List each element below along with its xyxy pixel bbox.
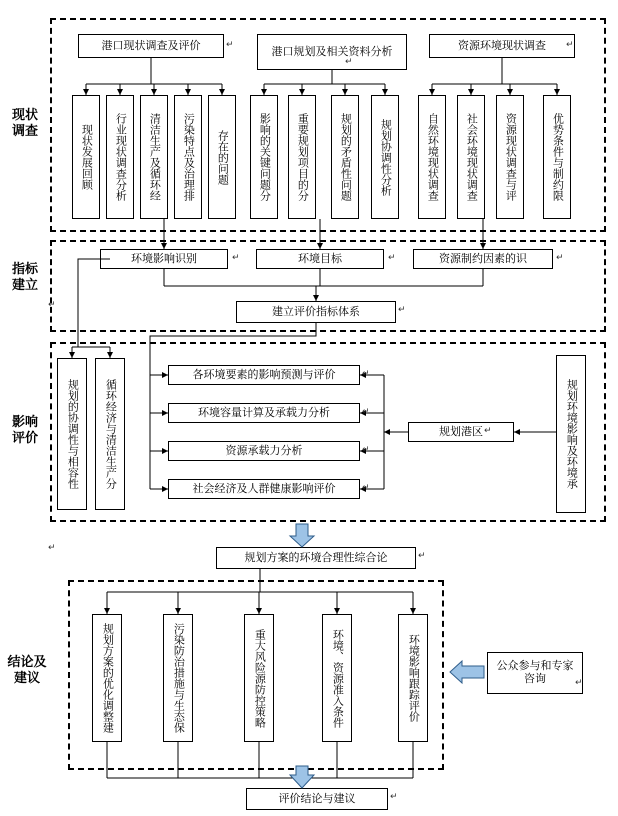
box-clean-production-recycle[interactable] [140,95,168,219]
label-advantage-constraint: 优势条件与制约限 [551,113,565,201]
label-plan-coordination-analysis: 规划协调性分析 [379,118,393,196]
stage-label-index-build: 指标 建立 [11,262,38,293]
mark-12: ↵ [484,426,492,436]
mark-8: ↵ [362,369,370,379]
box-port-status-survey[interactable] [78,34,224,58]
box-env-factor-impact-forecast[interactable] [168,365,360,385]
box-plan-conflict-issues[interactable] [331,95,359,219]
label-impact-key-issues: 影响的关键问题分 [258,113,272,201]
label-industry-status-analysis: 行业现状调查分析 [114,113,128,201]
mark-9: ↵ [362,407,370,417]
box-pollution-prevention-eco[interactable] [163,614,193,742]
label-final-conclusion-advice: 评价结论与建议 [278,791,356,805]
label-resource-env-survey: 资源环境现状调查 [458,38,546,52]
box-plan-port-area[interactable] [408,422,514,442]
label-major-risk-prevention: 重大风险源防控策略 [253,628,267,728]
label-important-plan-project: 重要规划项目的分 [296,113,310,201]
box-plan-coordination-compatibility[interactable] [57,358,87,510]
box-plan-optimization-adjust[interactable] [92,614,122,742]
mark-16: ↵ [575,678,583,688]
label-env-factor-impact-forecast: 各环境要素的影响预测与评价 [192,367,336,381]
label-natural-env-status: 自然环境现状调查 [426,113,440,201]
box-resource-status-survey[interactable] [496,95,524,219]
box-build-eval-index-system[interactable] [236,301,396,323]
mark-7: ↵ [398,305,406,315]
label-socioeconomic-health-impact: 社会经济及人群健康影响评价 [192,481,336,495]
label-plan-coordination-compatibility: 规划的协调性与相容性 [66,379,80,489]
box-env-capacity-carrying-analysis[interactable] [168,403,360,423]
box-port-plan-data-analysis[interactable] [257,34,407,70]
label-resource-status-survey: 资源现状调查与评 [504,113,518,201]
label-status-dev-review: 现状发展回顾 [80,124,94,190]
label-pollution-prevention-eco: 污染防治措施与生态保 [172,623,186,733]
mark-2: ↵ [345,57,353,67]
mark-1: ↵ [226,40,234,50]
label-social-env-status: 社会环境现状调查 [465,113,479,201]
box-existing-problems[interactable] [208,95,236,219]
stage-label-impact-eval: 影响 评价 [11,415,38,446]
blue-arrow-down-synthesis [290,524,314,547]
label-public-participation-expert: 公众参与和专家咨询 [496,659,574,685]
label-pollution-treat-arrange: 污染特点及治理排 [182,113,196,201]
mark-3: ↵ [566,40,574,50]
label-existing-problems: 存在的问题 [216,129,230,185]
box-impact-key-issues[interactable] [250,95,278,219]
box-plan-env-rationality-synthesis[interactable] [216,547,416,569]
box-status-dev-review[interactable] [72,95,100,219]
stage-label-current-survey: 现状 调查 [11,108,38,139]
box-major-risk-prevention[interactable] [244,614,274,742]
blue-arrow-left-public [450,661,484,683]
box-resource-constraint-identify[interactable] [413,249,553,269]
box-socioeconomic-health-impact[interactable] [168,479,360,499]
box-social-env-status[interactable] [457,95,485,219]
box-env-resource-access[interactable] [322,614,352,742]
mark-5: ↵ [388,253,396,263]
label-build-eval-index-system: 建立评价指标体系 [272,304,360,318]
box-plan-env-impact-bearing[interactable] [556,355,586,513]
mark-14: ↵ [48,543,56,553]
mark-15: ↵ [390,792,398,802]
mark-10: ↵ [362,445,370,455]
box-env-goal[interactable] [256,249,384,269]
mark-13: ↵ [418,551,426,561]
box-important-plan-project[interactable] [288,95,316,219]
label-port-plan-data-analysis: 港口规划及相关资料分析 [271,44,393,58]
mark-6: ↵ [556,253,564,263]
label-plan-port-area: 规划港区 [439,424,483,438]
box-env-impact-followup-eval[interactable] [398,614,428,742]
mark-4: ↵ [232,253,240,263]
box-advantage-constraint[interactable] [543,95,571,219]
box-resource-carrying-analysis[interactable] [168,441,360,461]
label-env-resource-access: 环境、资源准入条件 [331,628,345,728]
box-public-participation-expert[interactable] [487,652,583,694]
label-plan-optimization-adjust: 规划方案的优化调整建 [101,623,115,733]
mark-17: ↵ [48,300,56,310]
mark-11: ↵ [362,483,370,493]
box-natural-env-status[interactable] [418,95,446,219]
box-env-impact-identify[interactable] [100,249,228,269]
label-port-status-survey: 港口现状调查及评价 [101,38,201,52]
box-final-conclusion-advice[interactable] [246,788,388,810]
label-resource-constraint-identify: 资源制约因素的识 [439,251,527,265]
label-plan-conflict-issues: 规划的矛盾性问题 [339,113,353,201]
box-industry-status-analysis[interactable] [106,95,134,219]
label-plan-env-rationality-synthesis: 规划方案的环境合理性综合论 [244,550,388,564]
label-env-impact-followup-eval: 环境影响跟踪评价 [407,634,421,722]
label-plan-env-impact-bearing: 规划环境影响及环境承 [565,379,579,489]
label-env-impact-identify: 环境影响识别 [131,251,197,265]
label-circular-economy-clean-production: 循环经济与清洁生产分 [104,379,118,489]
label-env-goal: 环境目标 [298,251,342,265]
stage-label-conclusion: 结论及 建议 [7,655,47,686]
box-circular-economy-clean-production[interactable] [95,358,125,510]
label-resource-carrying-analysis: 资源承载力分析 [225,443,303,457]
label-env-capacity-carrying-analysis: 环境容量计算及承载力分析 [198,405,330,419]
box-resource-env-survey[interactable] [429,34,575,58]
box-pollution-treat-arrange[interactable] [174,95,202,219]
box-plan-coordination-analysis[interactable] [371,95,399,219]
label-clean-production-recycle: 清洁生产及循环经 [148,113,162,201]
